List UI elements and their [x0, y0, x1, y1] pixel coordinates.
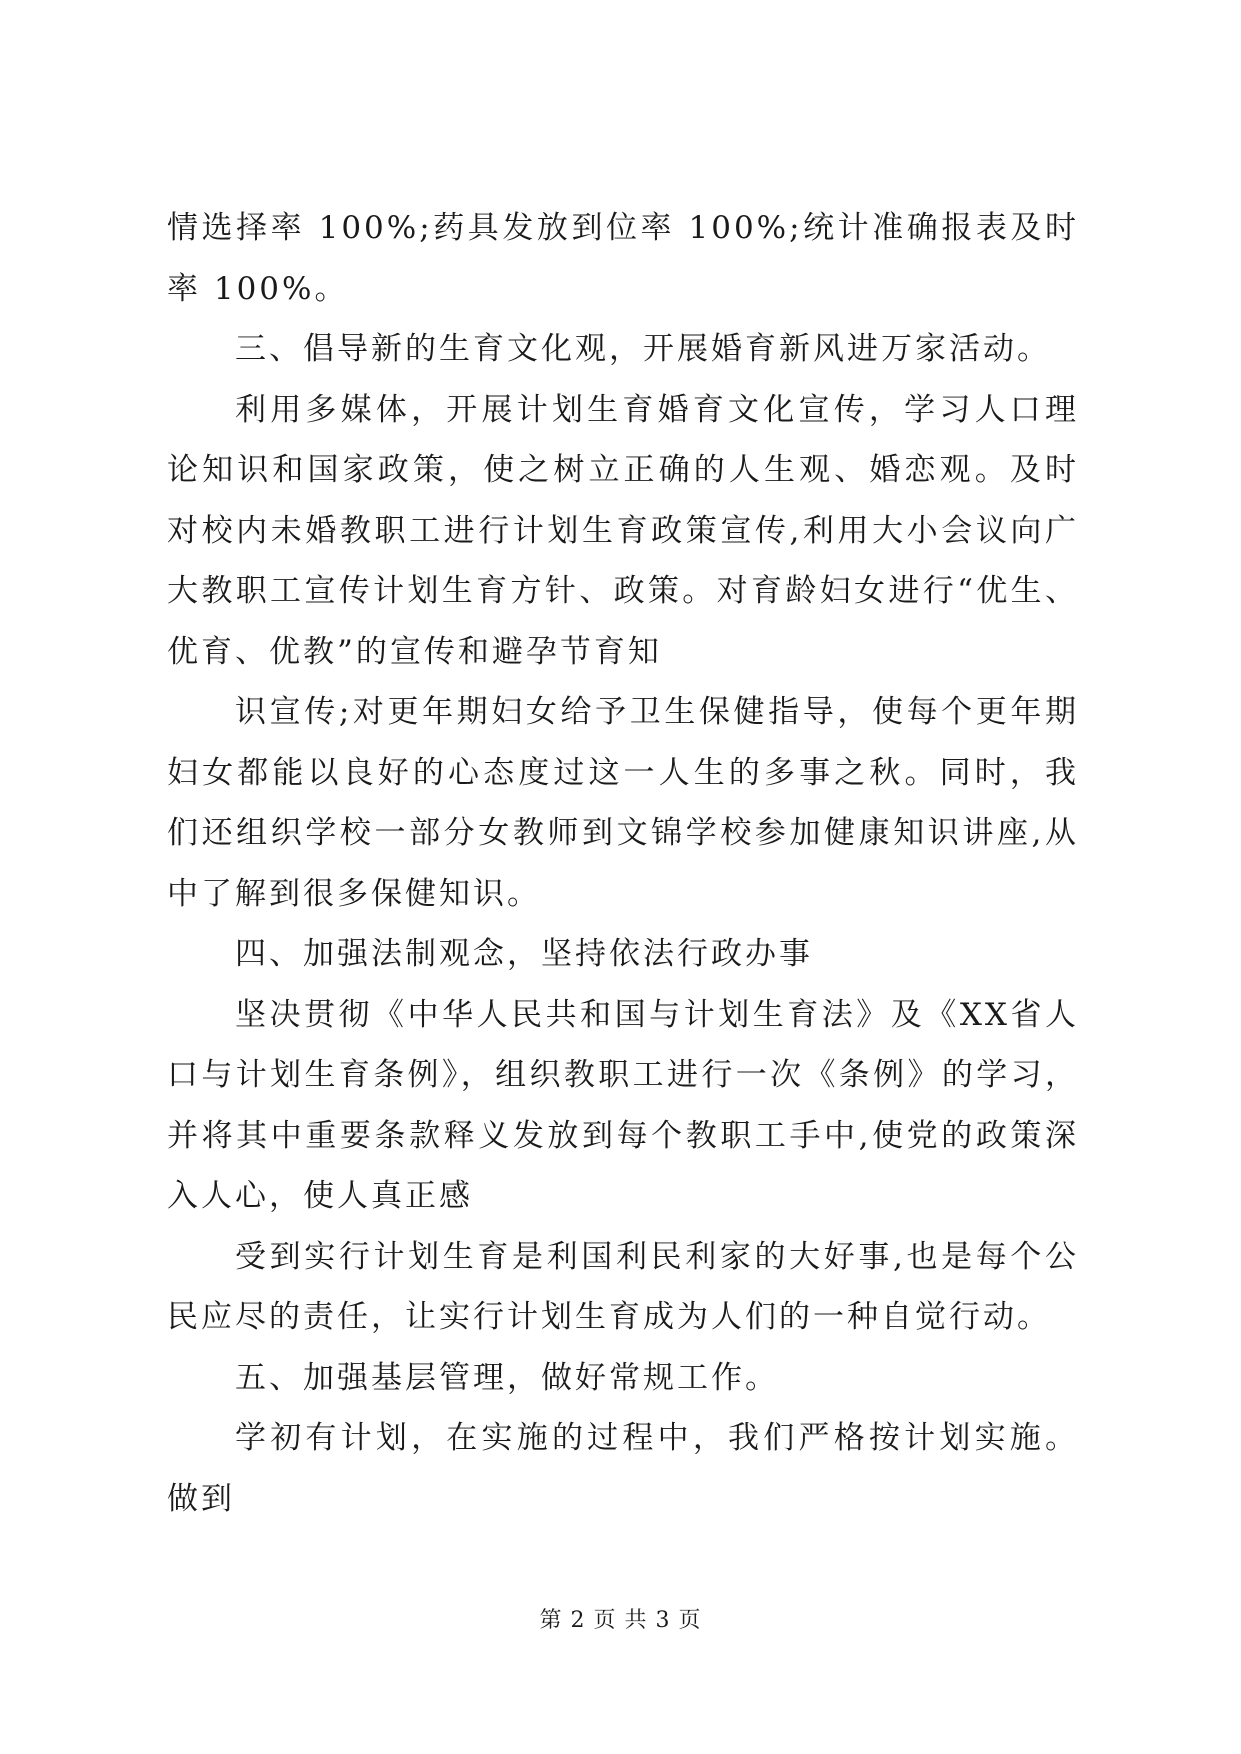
paragraph: 受到实行计划生育是利国利民利家的大好事,也是每个公民应尽的责任，让实行计划生育成为人们的一种自觉行动。	[167, 1238, 1079, 1335]
section-heading-4: 四、加强法制观念，坚持依法行政办事	[235, 936, 813, 972]
section-heading-5: 五、加强基层管理，做好常规工作。	[235, 1359, 779, 1396]
paragraph: 坚决贯彻《中华人民共和国与计划生育法》及《XX省人口与计划生育条例》，组织教职工进行一次《条例》的学习，并将其中重要条款释义发放到每个教职工手中,使党的政策深入人心，使人真正感	[167, 996, 1079, 1214]
paragraph: 情选择率 100%;药具发放到位率 100%;统计准确报表及时率 100%。	[167, 210, 1079, 307]
document-body	[167, 198, 1079, 1529]
paragraph: 识宣传;对更年期妇女给予卫生保健指导，使每个更年期妇女都能以良好的心态度过这一人生的多事之秋。同时，我们还组织学校一部分女教师到文锦学校参加健康知识讲座,从中了解到很多保健知识。	[167, 694, 1079, 912]
section-heading-3: 三、倡导新的生育文化观，开展婚育新风进万家活动。	[235, 331, 1051, 367]
paragraph: 学初有计划，在实施的过程中，我们严格按计划实施。做到	[167, 1420, 1079, 1517]
page-number-footer: 第 2 页 共 3 页	[539, 1608, 702, 1633]
paragraph: 利用多媒体，开展计划生育婚育文化宣传，学习人口理论知识和国家政策，使之树立正确的人生观、婚恋观。及时对校内未婚教职工进行计划生育政策宣传,利用大小会议向广大教职工宣传计划生育方针、政策。对育龄妇女进行“优生、优育、优教”的宣传和避孕节育知	[167, 391, 1079, 670]
